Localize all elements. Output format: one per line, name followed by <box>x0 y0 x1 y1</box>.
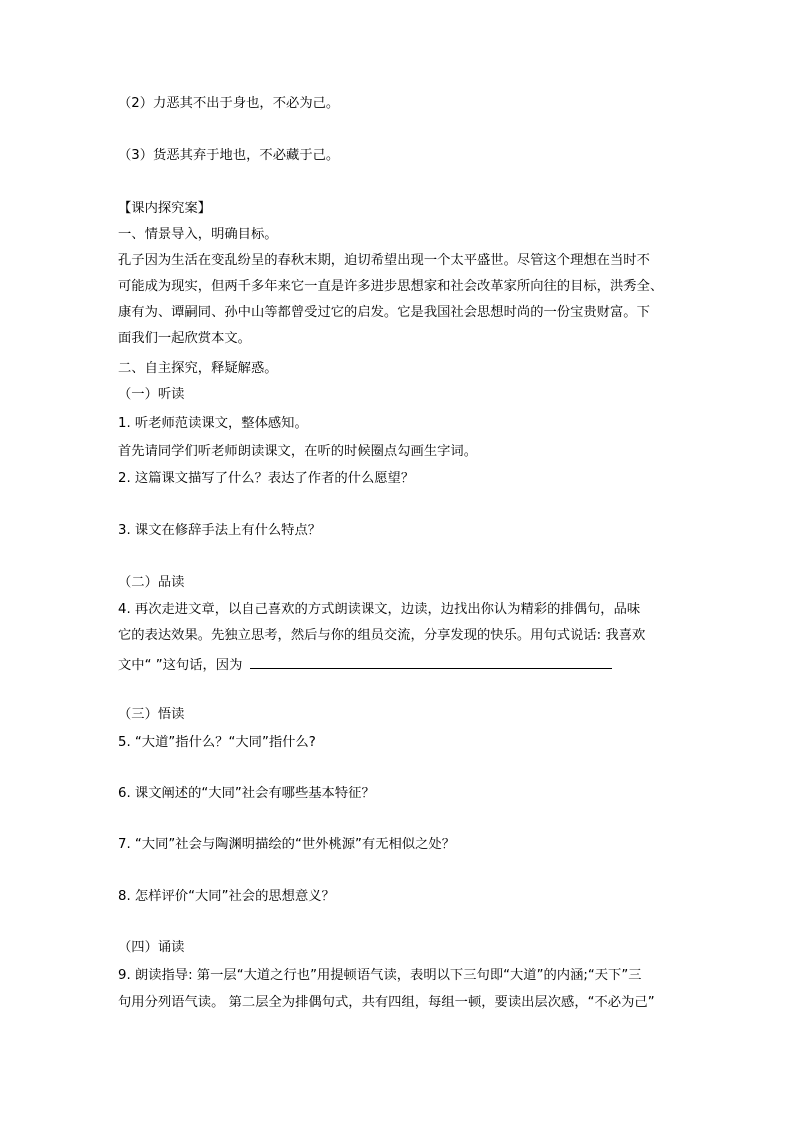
text-line: 9. 朗读指导: 第一层“大道之行也”用提顿语气读，表明以下三句即“大道”的内涵;“天下”三 <box>118 968 642 983</box>
text-line: 二、自主探究，释疑解惑。 <box>118 361 278 376</box>
text-line: 句用分列语气读。 第二层全为排偶句式，共有四组，每组一顿，要读出层次感，“不必为己” <box>118 995 655 1010</box>
question-line: 7. “大同”社会与陶渊明描绘的“世外桃源”有无相似之处？ <box>118 837 455 852</box>
question-line: 6. 课文阐述的“大同”社会有哪些基本特征？ <box>118 786 375 801</box>
text-line: （二）品读 <box>118 575 185 590</box>
text-line: （3）货恶其弃于地也，不必藏于己。 <box>118 148 340 163</box>
answer-blank[interactable] <box>250 654 612 669</box>
text-line: 一、情景导入，明确目标。 <box>118 227 278 242</box>
text-line: 1. 听老师范读课文，整体感知。 <box>118 416 308 431</box>
text-line: 可能成为现实，但两千多年来它一直是许多进步思想家和社会改革家所向往的目标，洪秀全、 <box>118 279 664 294</box>
question-line: 3. 课文在修辞手法上有什么特点？ <box>118 523 322 538</box>
section-heading: 【课内探究案】 <box>118 201 212 216</box>
text-line: 孔子因为生活在变乱纷呈的春秋末期，迫切希望出现一个太平盛世。尽管这个理想在当时不 <box>118 253 650 268</box>
text-line: （三）悟读 <box>118 707 185 722</box>
question-line: 2. 这篇课文描写了什么？表达了作者的什么愿望？ <box>118 471 415 486</box>
text-line: （2）力恶其不出于身也，不必为己。 <box>118 96 340 111</box>
text-line: 面我们一起欣赏本文。 <box>118 331 251 346</box>
question-line: 4. 再次走进文章，以自己喜欢的方式朗读课文，边读，边找出你认为精彩的排偶句，品味 <box>118 602 641 617</box>
text-line: （四）诵读 <box>118 940 185 955</box>
question-line: 8. 怎样评价“大同”社会的思想意义？ <box>118 889 335 904</box>
text-line: 它的表达效果。先独立思考，然后与你的组员交流，分享发现的快乐。用句式说话: 我喜欢 <box>118 628 646 643</box>
question-line: 5. “大道”指什么？“大同”指什么? <box>118 735 316 750</box>
fill-in-prompt: 文中“ ”这句话，因为 <box>118 658 243 673</box>
fill-in-line <box>118 654 612 674</box>
text-line: 首先请同学们听老师朗读课文，在听的时候圈点勾画生字词。 <box>118 444 478 459</box>
text-line: （一）听读 <box>118 387 185 402</box>
document-page <box>118 0 678 1123</box>
text-line: 康有为、谭嗣同、孙中山等都曾受过它的启发。它是我国社会思想时尚的一份宝贵财富。下 <box>118 305 650 320</box>
